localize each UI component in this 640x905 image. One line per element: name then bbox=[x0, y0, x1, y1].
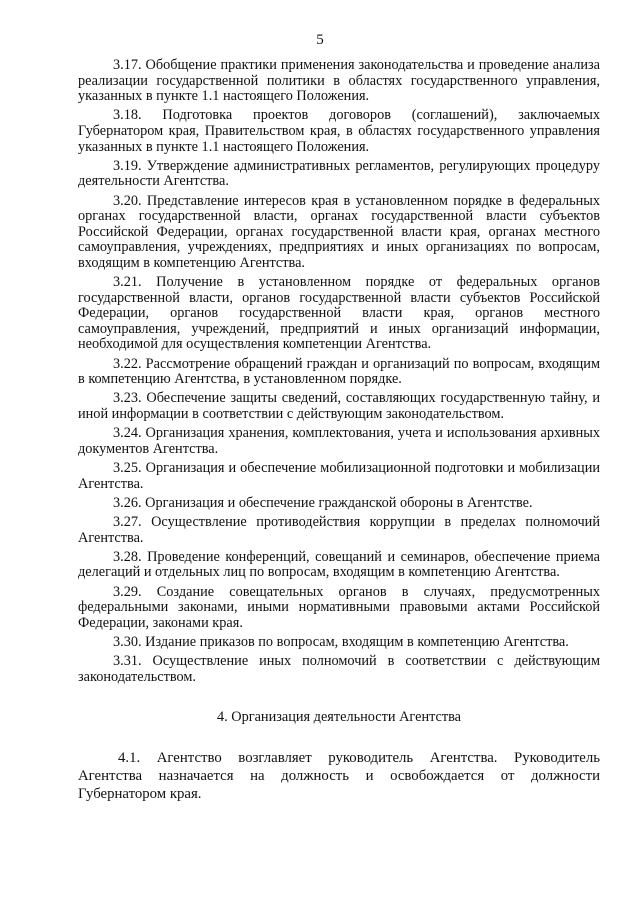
paragraph-3-27: 3.27. Осуществление противодействия коррупции в пределах полномочий Агентства. bbox=[78, 513, 600, 546]
paragraph-4-1: 4.1. Агентство возглавляет руководитель Агентства. Руководитель Агентства назначается на должность и освобождается от должности Губернатором края. bbox=[78, 750, 600, 803]
paragraph-3-25: 3.25. Организация и обеспечение мобилизационной подготовки и мобилизации Агентства. bbox=[78, 460, 600, 492]
paragraph-3-22: 3.22. Рассмотрение обращений граждан и организаций по вопросам, входящим в компетенцию Агентства, в установленном порядке. bbox=[78, 355, 600, 388]
paragraph-3-18: 3.18. Подготовка проектов договоров (соглашений), заключаемых Губернатором края, Правительством края, в областях государственного управления указанных в пункте 1.1 настоящего Положения. bbox=[78, 107, 600, 155]
paragraph-3-17: 3.17. Обобщение практики применения законодательства и проведение анализа реализации государственной политики в областях государственного управления, указанных в пункте 1.1 настоящего Положения. bbox=[78, 57, 600, 105]
document-body bbox=[78, 58, 600, 806]
paragraph-3-24: 3.24. Организация хранения, комплектования, учета и использования архивных документов Агентства. bbox=[78, 425, 600, 457]
paragraph-3-19: 3.19. Утверждение административных регламентов, регулирующих процедуру деятельности Агентства. bbox=[78, 157, 600, 190]
paragraph-3-30: 3.30. Издание приказов по вопросам, входящим в компетенцию Агентства. bbox=[113, 633, 569, 650]
page-number: 5 bbox=[316, 32, 324, 48]
paragraph-3-31: 3.31. Осуществление иных полномочий в соответствии с действующим законодательством. bbox=[78, 653, 600, 685]
section-heading: 4. Организация деятельности Агентства bbox=[216, 709, 462, 726]
paragraph-3-26: 3.26. Организация и обеспечение гражданской обороны в Агентстве. bbox=[113, 494, 533, 511]
paragraph-3-20: 3.20. Представление интересов края в установленном порядке в федеральных органах государственной власти, органах государственной власти субъектов Российской Федерации, органах государственной власти края, органах местного самоуправления, учреждениях, предприятиях и иных организациях по вопросам, входящим в компетенцию Агентства. bbox=[78, 192, 600, 271]
paragraph-3-29: 3.29. Создание совещательных органов в случаях, предусмотренных федеральными законами, иными нормативными правовыми актами Российской Федерации, законами края. bbox=[78, 583, 600, 631]
paragraph-3-28: 3.28. Проведение конференций, совещаний и семинаров, обеспечение приема делегаций и отдельных лиц по вопросам, входящим в компетенцию Агентства. bbox=[78, 548, 600, 581]
paragraph-3-21: 3.21. Получение в установленном порядке от федеральных органов государственной власти, органов государственной власти субъектов Российской Федерации, органов государственной власти края, органов местного самоуправления, учреждений, предприятий и иных организаций информации, необходимой для осуществления компетенции Агентства. bbox=[78, 274, 600, 353]
paragraph-3-23: 3.23. Обеспечение защиты сведений, составляющих государственную тайну, и иной информации в соответствии с действующим законодательством. bbox=[78, 390, 600, 423]
